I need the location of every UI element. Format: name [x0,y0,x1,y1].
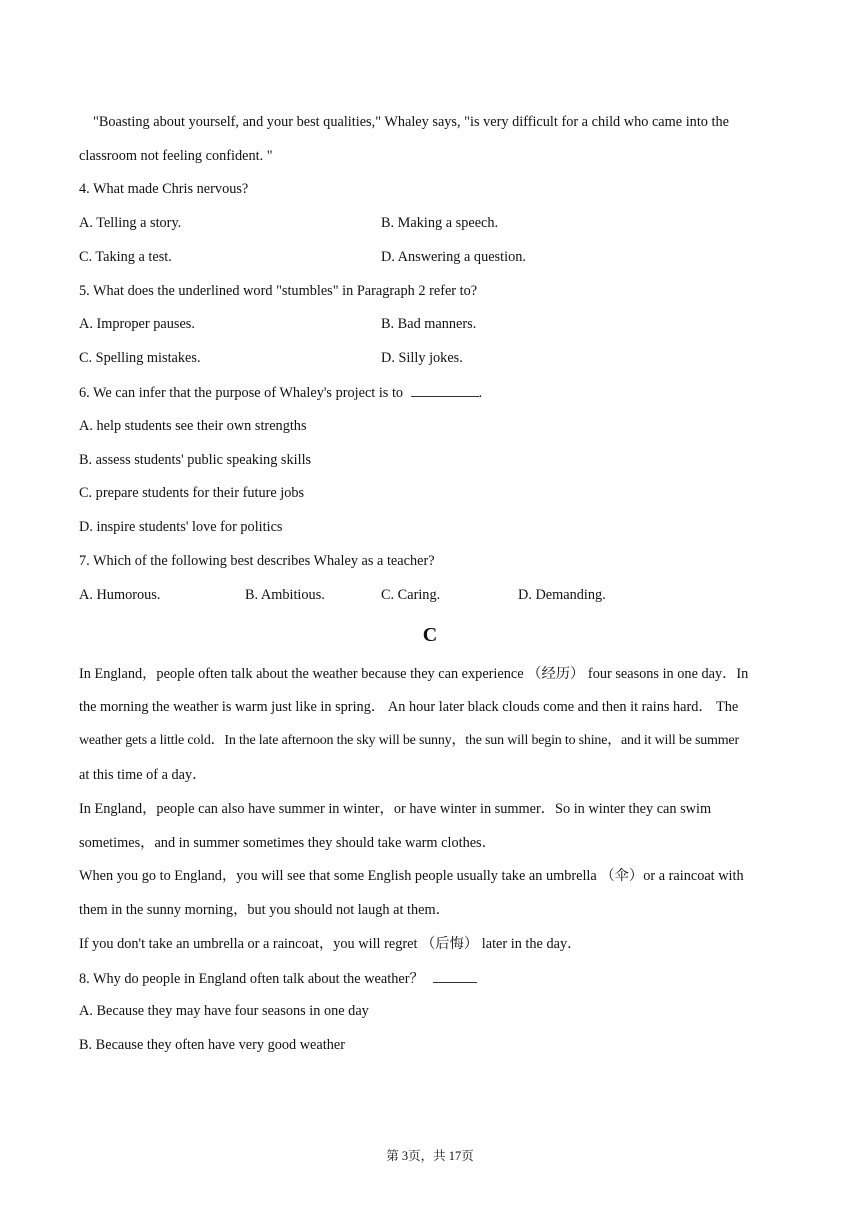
question-7-option-c: C. Caring. [381,587,441,603]
question-8 [79,968,477,989]
question-7-stem: 7. Which of the following best describes Whaley as a teacher? [79,553,435,569]
question-6-option-b: B. assess students' public speaking skills [79,452,312,468]
question-5-option-a: A. Improper pauses. [79,316,195,332]
question-8-stem: 8. Why do people in England often talk about the weather？ [79,971,424,987]
question-8-option-b: B. Because they often have very good weather [79,1037,345,1053]
question-6-stem-end: . [478,385,483,401]
question-6-option-c: C. prepare students for their future jobs [79,485,305,501]
passage-line: sometimes，and in summer sometimes they should take warm clothes． [79,835,496,851]
question-6-option-d: D. inspire students' love for politics [79,519,283,535]
section-heading: C [422,624,438,646]
passage-line: classroom not feeling confident. " [79,148,273,164]
answer-blank [411,382,479,397]
passage-line: "Boasting about yourself, and your best qualities," Whaley says, "is very difficult for a child who came into the [93,114,729,130]
question-5-option-d: D. Silly jokes. [381,350,463,366]
passage-line: them in the sunny morning，but you should not laugh at them． [79,902,450,918]
question-6-option-a: A. help students see their own strengths [79,418,307,434]
page-number-footer: 第 3页，共 17页 [386,1149,474,1163]
question-4-option-d: D. Answering a question. [381,249,526,265]
question-5-option-c: C. Spelling mistakes. [79,350,201,366]
question-4-option-c: C. Taking a test. [79,249,172,265]
question-6-stem: 6. We can infer that the purpose of Whaley's project is to [79,385,404,401]
answer-blank [433,968,477,983]
passage-line: the morning the weather is warm just like in spring． An hour later black clouds come and then it rains hard． The [79,699,739,715]
question-6 [79,382,482,403]
passage-line: weather gets a little cold．In the late afternoon the sky will be sunny，the sun will begin to shine，and it will be summer [79,733,739,748]
passage-line: at this time of a day． [79,767,207,783]
question-7-option-a: A. Humorous. [79,587,161,603]
question-8-option-a: A. Because they may have four seasons in one day [79,1003,369,1019]
passage-line: In England，people can also have summer in winter，or have winter in summer．So in winter they can swim [79,801,712,817]
question-4-stem: 4. What made Chris nervous? [79,181,249,197]
passage-line: In England，people often talk about the weather because they can experience （经历） four seasons in one day．In [79,666,749,682]
passage-line: If you don't take an umbrella or a raincoat，you will regret （后悔） later in the day． [79,936,582,952]
question-4-option-a: A. Telling a story. [79,215,182,231]
question-7-option-d: D. Demanding. [518,587,606,603]
question-4-option-b: B. Making a speech. [381,215,499,231]
passage-line: When you go to England，you will see that some English people usually take an umbrella （伞）or a raincoat with [79,868,744,884]
question-5-stem: 5. What does the underlined word "stumbles" in Paragraph 2 refer to? [79,283,478,299]
question-5-option-b: B. Bad manners. [381,316,477,332]
question-7-option-b: B. Ambitious. [245,587,325,603]
